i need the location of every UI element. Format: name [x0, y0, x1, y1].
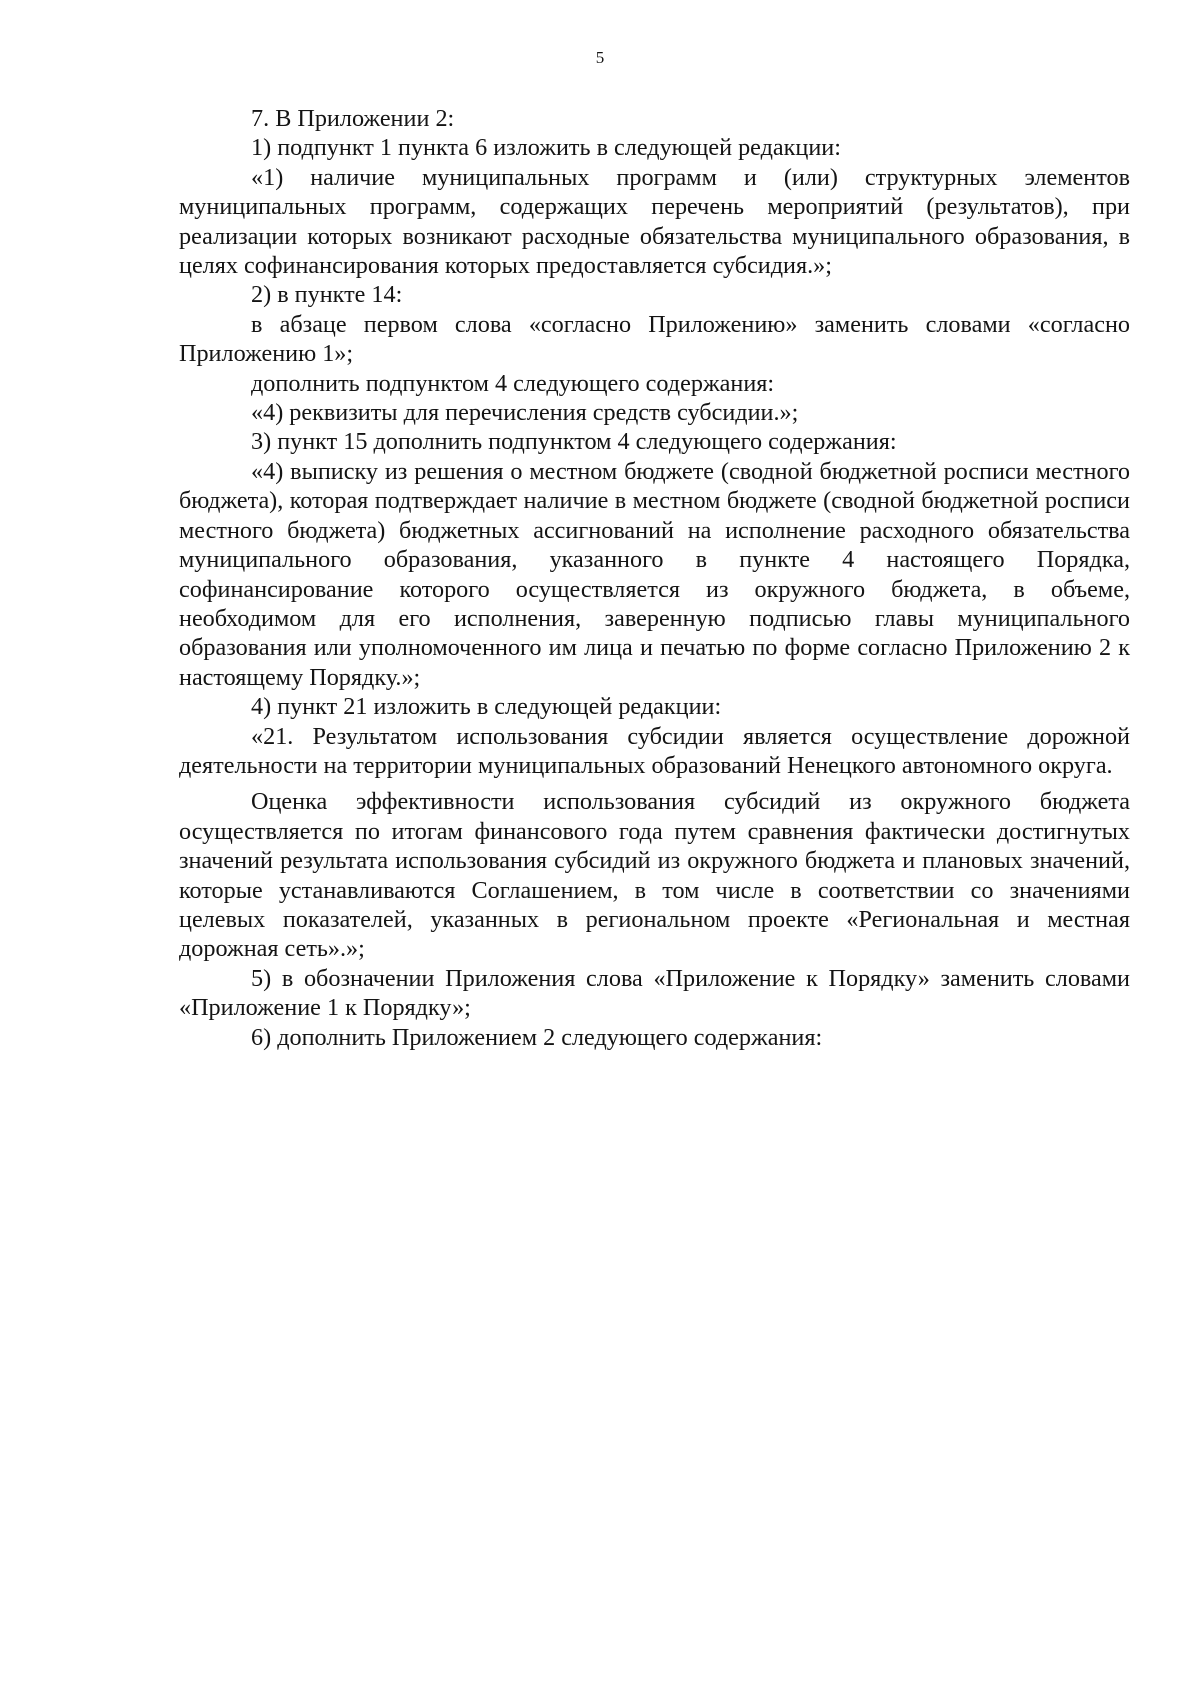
paragraph-item-3: 3) пункт 15 дополнить подпунктом 4 следующего содержания: — [251, 428, 897, 456]
paragraph-quote-subitem-1: «1) наличие муниципальных программ и (или) структурных элементов муниципальных программ, содержащих перечень мероприятий (результатов), при реализации которых возникают расходные обязательства муниципального образования, в целях софинансирования которых предоставляется субсидия.»; — [179, 163, 1130, 280]
paragraph-efficiency-assessment: Оценка эффективности использования субсидий из окружного бюджета осуществляется по итогам финансового года путем сравнения фактически достигнутых значений результата использования субсидий из окружного бюджета и плановых значений, которые устанавливаются Соглашением, в том числе в соответствии со значениями целевых показателей, указанных в региональном проекте «Региональная и местная дорожная сеть».»; — [179, 788, 1130, 963]
paragraph-item-1: 1) подпункт 1 пункта 6 изложить в следующей редакции: — [251, 134, 841, 162]
paragraph-item-2-abzac: в абзаце первом слова «согласно Приложению» заменить словами «согласно Приложению 1»; — [179, 310, 1130, 368]
paragraph-quote-subitem-4-extract: «4) выписку из решения о местном бюджете (сводной бюджетной росписи местного бюджета), которая подтверждает наличие в местном бюджете (сводной бюджетной росписи местного бюджета) бюджетных ассигнований на исполнение расходного обязательства муниципального образования, указанного в пункте 4 настоящего Порядка, софинансирование которого осуществляется из окружного бюджета, в объеме, необходимом для его исполнения, заверенную подписью главы муниципального образования или уполномоченного им лица и печатью по форме согласно Приложению 2 к настоящему Порядку.»; — [179, 457, 1130, 691]
paragraph-item-2: 2) в пункте 14: — [251, 281, 403, 309]
paragraph-item-4: 4) пункт 21 изложить в следующей редакции: — [251, 693, 722, 721]
paragraph-item-2-add: дополнить подпунктом 4 следующего содержания: — [251, 369, 775, 397]
paragraph-quote-item-21: «21. Результатом использования субсидии является осуществление дорожной деятельности на территории муниципальных образований Ненецкого автономного округа. — [179, 722, 1130, 779]
paragraph-item-5: 5) в обозначении Приложения слова «Приложение к Порядку» заменить словами «Приложение 1 к Порядку»; — [179, 964, 1130, 1022]
document-body — [179, 104, 1130, 1052]
page-number: 5 — [595, 48, 605, 67]
paragraph-quote-subitem-4-requisites: «4) реквизиты для перечисления средств субсидии.»; — [251, 399, 799, 427]
paragraph-item-6: 6) дополнить Приложением 2 следующего содержания: — [251, 1023, 823, 1051]
paragraph-section-7: 7. В Приложении 2: — [251, 105, 455, 132]
